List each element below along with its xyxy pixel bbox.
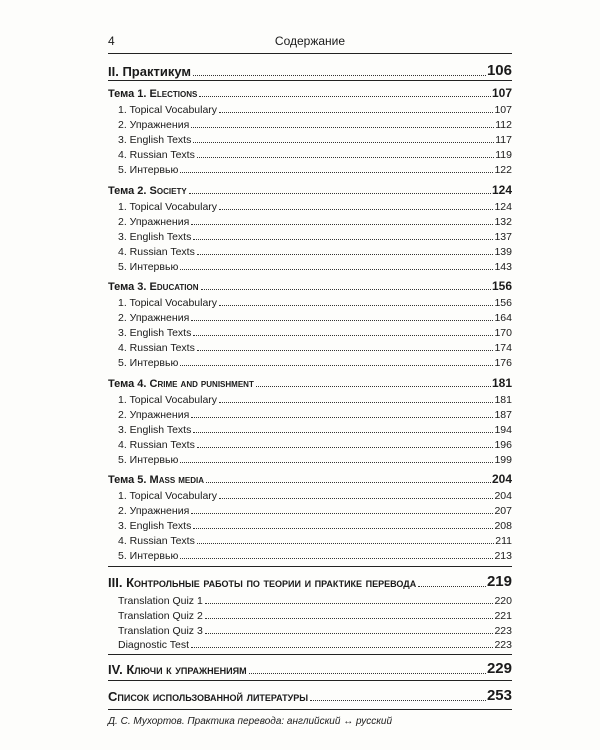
- page-title: Содержание: [274, 34, 346, 48]
- toc-page-number: 187: [494, 409, 512, 421]
- topic-prefix: Тема 3.: [108, 281, 150, 293]
- toc-item[interactable]: [108, 548, 512, 562]
- page-footer: Д. С. Мухортов. Практика перевода: английский ↔ русский: [108, 716, 393, 727]
- toc-part-prefix: IV.: [108, 662, 127, 677]
- leader-dots: [205, 603, 494, 604]
- leader-dots: [191, 647, 493, 648]
- toc-page-number: 199: [494, 454, 512, 466]
- toc-item-label: 3. English Texts: [118, 424, 192, 436]
- leader-dots: [180, 462, 493, 463]
- topic-prefix: Тема 1.: [108, 88, 150, 100]
- toc-topic-5[interactable]: [108, 471, 512, 486]
- toc-part-label: Список использованной литературы: [108, 689, 309, 704]
- toc-item-label: 1. Topical Vocabulary: [118, 394, 218, 406]
- toc-page-number: 221: [494, 610, 512, 622]
- toc-item[interactable]: [108, 102, 512, 116]
- leader-dots: [193, 75, 486, 76]
- toc-page-number: 181: [494, 394, 512, 406]
- toc-page-number: 132: [494, 216, 512, 228]
- toc-part-label: Ключи к упражнениям: [126, 662, 247, 677]
- toc-bibliography[interactable]: [108, 686, 512, 704]
- header-rule: [108, 53, 512, 54]
- toc-page-number: 223: [494, 625, 512, 637]
- toc-item-label: 4. Russian Texts: [118, 535, 195, 547]
- toc-item[interactable]: [108, 162, 512, 176]
- leader-dots: [191, 320, 493, 321]
- toc-item[interactable]: [108, 259, 512, 273]
- topic-name: Mass media: [149, 474, 204, 486]
- toc-item-label: 3. English Texts: [118, 231, 192, 243]
- toc-item-label: Diagnostic Test: [118, 639, 190, 651]
- leader-dots: [219, 498, 493, 499]
- toc-item-label: 2. Упражнения: [118, 312, 190, 324]
- toc-item-label: 5. Интервью: [118, 550, 179, 562]
- leader-dots: [256, 386, 491, 387]
- toc-page-number: 143: [494, 261, 512, 273]
- toc-item-label: 4. Russian Texts: [118, 439, 195, 451]
- toc-page-number: 204: [494, 490, 512, 502]
- leader-dots: [197, 157, 494, 158]
- toc-item-label: 3. English Texts: [118, 134, 192, 146]
- toc-page-number: 211: [495, 535, 512, 547]
- toc-page-number: 119: [495, 149, 512, 161]
- toc-item[interactable]: [108, 310, 512, 324]
- leader-dots: [197, 543, 494, 544]
- page-number: 4: [108, 34, 115, 48]
- toc-item[interactable]: [108, 392, 512, 406]
- footer-rule: [108, 709, 512, 710]
- leader-dots: [180, 558, 493, 559]
- leader-dots: [219, 209, 493, 210]
- toc-item[interactable]: [108, 407, 512, 421]
- toc-topic-1[interactable]: [108, 85, 512, 100]
- toc-item[interactable]: [108, 518, 512, 532]
- toc-item[interactable]: [108, 199, 512, 213]
- leader-dots: [193, 432, 493, 433]
- toc-page-number: 117: [495, 134, 512, 146]
- toc-item[interactable]: [108, 437, 512, 451]
- toc-topic-2[interactable]: [108, 182, 512, 197]
- section-rule: [108, 654, 512, 655]
- toc-item-label: 1. Topical Vocabulary: [118, 490, 218, 502]
- toc-page-number: 156: [494, 297, 512, 309]
- toc-page-number: 164: [494, 312, 512, 324]
- toc-item-label: 2. Упражнения: [118, 505, 190, 517]
- toc-item-label: 4. Russian Texts: [118, 246, 195, 258]
- toc-item-label: 3. English Texts: [118, 327, 192, 339]
- leader-dots: [189, 193, 491, 194]
- toc-item[interactable]: [108, 325, 512, 339]
- toc-page-number: 207: [494, 505, 512, 517]
- leader-dots: [191, 224, 493, 225]
- section-rule: [108, 680, 512, 681]
- toc-item-label: Translation Quiz 1: [118, 595, 203, 607]
- topic-name: Elections: [149, 88, 198, 100]
- toc-item[interactable]: [108, 244, 512, 258]
- toc-page-number: 174: [494, 342, 512, 354]
- toc-page-number: 139: [494, 246, 512, 258]
- toc-page-number: 107: [494, 104, 512, 116]
- leader-dots: [180, 172, 493, 173]
- leader-dots: [180, 269, 493, 270]
- toc-item-label: Translation Quiz 2: [118, 610, 203, 622]
- toc-page-number: 194: [494, 424, 512, 436]
- toc-page-number: 124: [491, 183, 512, 197]
- toc-topic-3[interactable]: [108, 278, 512, 293]
- toc-item-label: 5. Интервью: [118, 454, 179, 466]
- toc-item-label: 5. Интервью: [118, 261, 179, 273]
- leader-dots: [205, 633, 494, 634]
- toc-part-2[interactable]: [108, 61, 512, 79]
- leader-dots: [201, 289, 491, 290]
- toc-item-label: 3. English Texts: [118, 520, 192, 532]
- toc-page-number: 176: [494, 357, 512, 369]
- toc-part-label: II. Практикум: [108, 64, 192, 79]
- toc-page-number: 107: [491, 86, 512, 100]
- toc-item-label: 2. Упражнения: [118, 119, 190, 131]
- toc-page-number: 223: [494, 639, 512, 651]
- topic-prefix: Тема 2.: [108, 185, 150, 197]
- toc-page-number: 213: [494, 550, 512, 562]
- toc-item[interactable]: [108, 637, 512, 651]
- section-rule: [108, 80, 512, 81]
- leader-dots: [418, 586, 486, 587]
- toc-item[interactable]: [108, 452, 512, 466]
- toc-item[interactable]: [108, 132, 512, 146]
- toc-page-number: 137: [494, 231, 512, 243]
- toc-item[interactable]: [108, 488, 512, 502]
- leader-dots: [249, 673, 486, 674]
- toc-item[interactable]: [108, 147, 512, 161]
- toc-item[interactable]: [108, 117, 512, 131]
- leader-dots: [206, 482, 491, 483]
- topic-name: Crime and punishment: [149, 378, 254, 390]
- toc-page-number: 229: [486, 660, 512, 677]
- toc-part-4[interactable]: [108, 659, 512, 677]
- topic-prefix: Тема 5.: [108, 474, 150, 486]
- toc-item[interactable]: [108, 229, 512, 243]
- toc-page-number: 196: [494, 439, 512, 451]
- toc-item-label: 1. Topical Vocabulary: [118, 201, 218, 213]
- toc-item-label: 5. Интервью: [118, 164, 179, 176]
- toc-item[interactable]: [108, 340, 512, 354]
- toc-item-label: 2. Упражнения: [118, 216, 190, 228]
- leader-dots: [219, 402, 493, 403]
- toc-part-prefix: III.: [108, 575, 127, 590]
- toc-item[interactable]: [108, 608, 512, 622]
- toc-page-number: 170: [494, 327, 512, 339]
- leader-dots: [219, 112, 493, 113]
- toc-item-label: 4. Russian Texts: [118, 149, 195, 161]
- toc-item[interactable]: [108, 533, 512, 547]
- leader-dots: [219, 305, 493, 306]
- toc-page-number: 219: [486, 573, 512, 590]
- toc-item[interactable]: [108, 295, 512, 309]
- leader-dots: [310, 700, 486, 701]
- leader-dots: [199, 96, 491, 97]
- leader-dots: [197, 447, 494, 448]
- leader-dots: [180, 365, 493, 366]
- leader-dots: [191, 127, 494, 128]
- toc-item-label: 5. Интервью: [118, 357, 179, 369]
- section-rule: [108, 566, 512, 567]
- toc-item-label: 4. Russian Texts: [118, 342, 195, 354]
- leader-dots: [197, 254, 494, 255]
- page-header: [108, 30, 512, 52]
- toc-page-number: 204: [491, 472, 512, 486]
- toc-page-number: 124: [494, 201, 512, 213]
- leader-dots: [193, 528, 493, 529]
- toc-page-number: 208: [494, 520, 512, 532]
- leader-dots: [193, 335, 493, 336]
- toc-topic-4[interactable]: [108, 375, 512, 390]
- leader-dots: [193, 142, 494, 143]
- toc-page-number: 112: [495, 119, 512, 131]
- toc-item-label: 2. Упражнения: [118, 409, 190, 421]
- toc-page-number: 253: [486, 687, 512, 704]
- toc-page-number: 106: [486, 62, 512, 79]
- topic-name: Education: [149, 281, 199, 293]
- toc-item[interactable]: [108, 422, 512, 436]
- topic-name: Society: [149, 185, 187, 197]
- toc-item-label: 1. Topical Vocabulary: [118, 104, 218, 116]
- toc-item[interactable]: [108, 214, 512, 228]
- toc-page-number: 156: [491, 279, 512, 293]
- leader-dots: [191, 513, 493, 514]
- toc-page-number: 122: [494, 164, 512, 176]
- leader-dots: [197, 350, 494, 351]
- toc-item[interactable]: [108, 503, 512, 517]
- toc-item[interactable]: [108, 355, 512, 369]
- topic-prefix: Тема 4.: [108, 378, 150, 390]
- toc-page-number: 220: [494, 595, 512, 607]
- toc-part-label: Контрольные работы по теории и практике перевода: [126, 575, 417, 590]
- toc-page-number: 181: [491, 376, 512, 390]
- toc-item[interactable]: [108, 623, 512, 637]
- toc-item-label: Translation Quiz 3: [118, 625, 203, 637]
- leader-dots: [205, 618, 494, 619]
- toc-item-label: 1. Topical Vocabulary: [118, 297, 218, 309]
- toc-part-3[interactable]: [108, 572, 512, 590]
- toc-item[interactable]: [108, 593, 512, 607]
- leader-dots: [191, 417, 493, 418]
- leader-dots: [193, 239, 493, 240]
